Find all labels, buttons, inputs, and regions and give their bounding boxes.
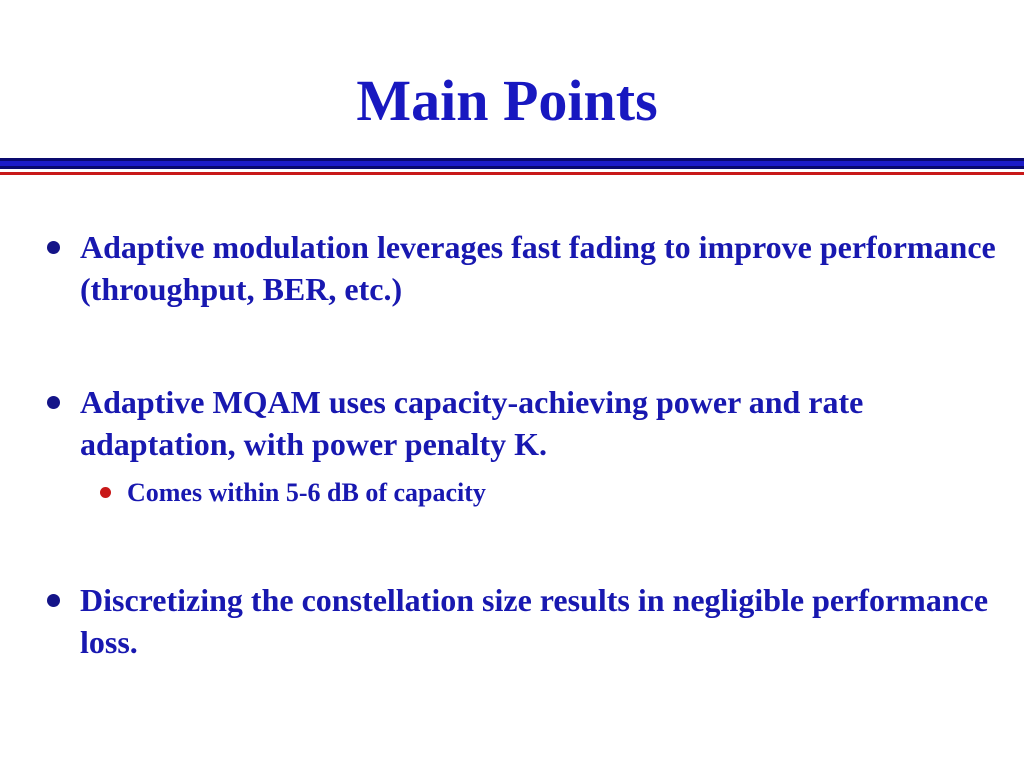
bullet-dot-icon — [47, 396, 60, 409]
title-divider-blue — [0, 161, 1024, 166]
sub-bullet-item: Comes within 5-6 dB of capacity — [127, 478, 486, 507]
bullet-dot-icon — [47, 594, 60, 607]
sub-bullet-dot-icon — [100, 487, 111, 498]
bullet-item: Adaptive modulation leverages fast fading to improve performance (throughput, BER, etc.) — [80, 229, 996, 307]
bullet-item: Discretizing the constellation size results in negligible performance loss. — [80, 582, 989, 660]
title-divider-red — [0, 172, 1024, 175]
bullet-item: Adaptive MQAM uses capacity-achieving power and rate adaptation, with power penalty K. — [80, 384, 864, 462]
slide-title: Main Points — [356, 68, 658, 133]
bullet-dot-icon — [47, 241, 60, 254]
